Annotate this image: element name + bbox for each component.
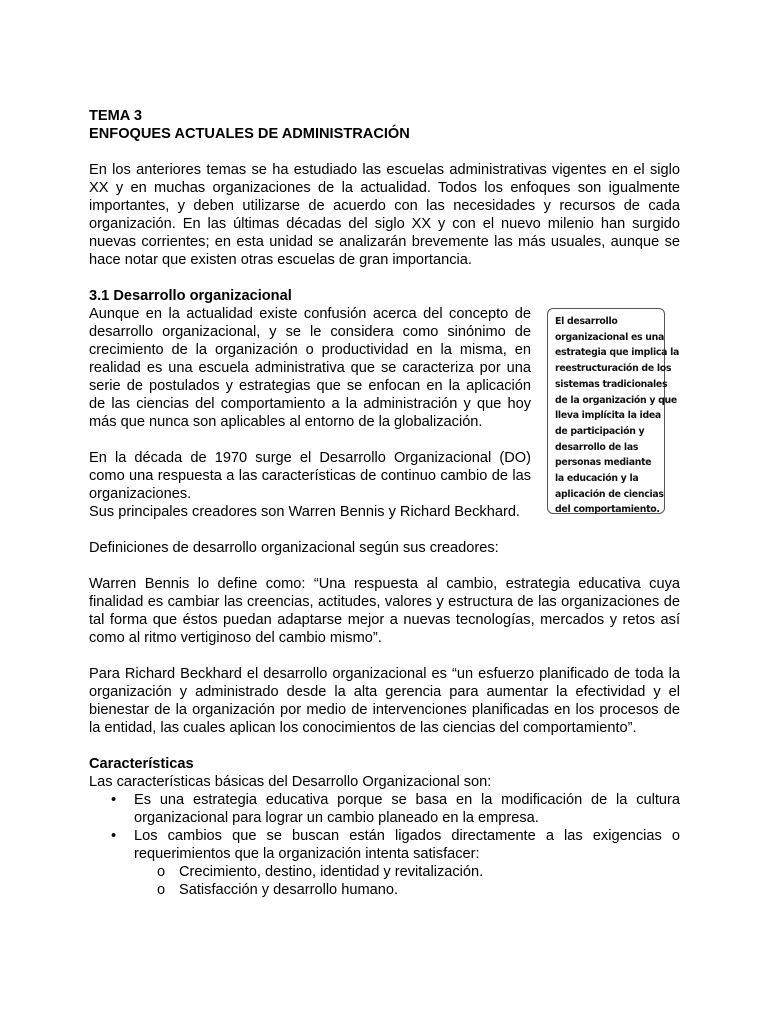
callout-line: lleva implícita la idea	[555, 410, 661, 422]
callout-line: organizacional es una	[555, 331, 665, 343]
characteristics-section	[89, 755, 680, 899]
characteristics-heading: Características	[89, 756, 194, 772]
characteristics-list	[89, 791, 680, 899]
section-paragraph-1: Aunque en la actualidad existe confusión acerca del concepto de desarrollo organizacional, y se le considera como sinónimo de crecimiento de la organización o productividad en la misma, en realidad es una escuela administrativa que se caracteriza por una serie de postulados y estrategias que se enfocan en la aplicación de las ciencias del comportamiento a la administración y que hoy más que nunca son aplicables al entorno de la globalización.	[89, 306, 531, 430]
section-paragraph-3: Sus principales creadores son Warren Bennis y Richard Beckhard.	[89, 504, 520, 520]
sub-list-item: o Satisfacción y desarrollo humano.	[134, 881, 680, 899]
callout-line: desarrollo de las	[555, 441, 639, 453]
callout-line: de participación y	[555, 425, 645, 437]
definition-callout-box	[547, 308, 680, 516]
characteristics-intro: Las características básicas del Desarrollo Organizacional son:	[89, 774, 492, 790]
callout-line: sistemas tradicionales	[555, 378, 668, 390]
document-title: ENFOQUES ACTUALES DE ADMINISTRACIÓN	[89, 126, 410, 142]
callout-line: estrategia que implica la	[555, 347, 680, 359]
list-item: • Es una estrategia educativa porque se basa en la modificación de la cultura organizacional para lograr un cambio planeado en la empresa.	[89, 791, 680, 827]
list-item-text: Los cambios que se buscan están ligados directamente a las exigencias o requerimientos que la organización intenta satisfacer:	[134, 828, 680, 862]
section-desarrollo-organizacional	[89, 287, 680, 521]
sub-list-item: o Crecimiento, destino, identidad y revitalización.	[134, 863, 680, 881]
callout-line: del comportamiento.	[555, 504, 660, 516]
section-heading: 3.1 Desarrollo organizacional	[89, 288, 292, 304]
callout-line: personas mediante	[555, 457, 652, 469]
callout-line: aplicación de ciencias	[555, 488, 664, 500]
intro-paragraph: En los anteriores temas se ha estudiado las escuelas administrativas vigentes en el siglo XX y en muchas organizaciones de la actualidad. Todos los enfoques son igualmente importantes, y deben utilizarse de acuerdo con las necesidades y recursos de cada organización. En las últimas décadas del siglo XX y con el nuevo milenio han surgido nuevas corrientes; en esta unidad se analizarán brevemente las más usuales, aunque se hace notar que existen otras escuelas de gran importancia.	[89, 162, 680, 268]
section-body	[89, 305, 531, 521]
list-item	[89, 827, 680, 899]
callout-line: de la organización y que	[555, 394, 677, 406]
sub-list	[134, 863, 680, 899]
callout-line: reestructuración de los	[555, 363, 672, 375]
callout-line: El desarrollo	[555, 316, 618, 327]
document-page	[89, 107, 680, 899]
theme-number: TEMA 3	[89, 108, 142, 124]
beckhard-definition: Para Richard Beckhard el desarrollo organizacional es “un esfuerzo planificado de toda la organización y administrado desde la alta gerencia para aumentar la efectividad y el bienestar de la organización por medio de intervenciones planificadas en los procesos de la entidad, las cuales aplican los conocimientos de las ciencias del comportamiento”.	[89, 666, 680, 736]
bennis-definition: Warren Bennis lo define como: “Una respuesta al cambio, estrategia educativa cuya finalidad es cambiar las creencias, actitudes, valores y estructura de las organizaciones de tal forma que éstos puedan adaptarse mejor a nuevas tecnologías, mercados y retos así como al ritmo vertiginoso del cambio mismo”.	[89, 576, 680, 646]
section-paragraph-2: En la década de 1970 surge el Desarrollo Organizacional (DO) como una respuesta a las características de continuo cambio de las organizaciones.	[89, 450, 531, 502]
callout-line: la educación y la	[555, 473, 639, 485]
title-block	[89, 107, 680, 143]
definitions-intro: Definiciones de desarrollo organizacional según sus creadores:	[89, 540, 499, 556]
